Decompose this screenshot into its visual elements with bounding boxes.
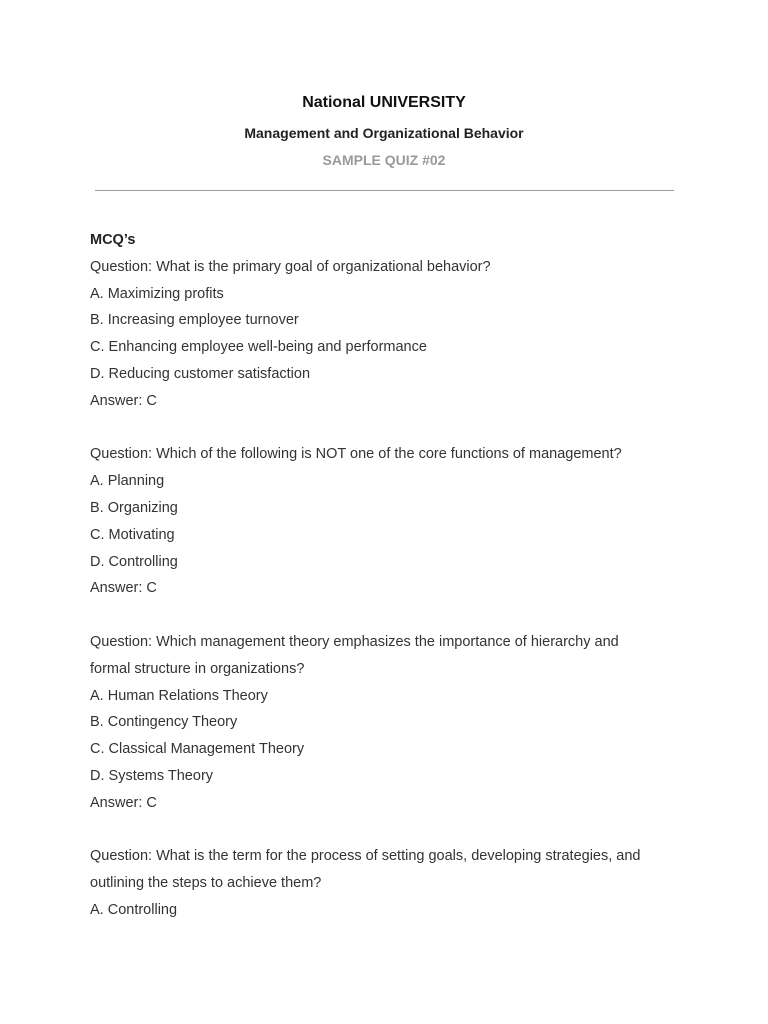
option-b: B. Organizing [90, 499, 178, 516]
option-d: D. Controlling [90, 553, 178, 570]
option-c: C. Classical Management Theory [90, 741, 305, 758]
question-text: Question: What is the primary goal of organizational behavior? [90, 258, 491, 275]
option-c: C. Enhancing employee well-being and performance [90, 339, 427, 356]
question-text: Question: Which management theory emphasizes the importance of hierarchy and [90, 633, 619, 650]
answer-text: Answer: C [90, 392, 157, 409]
question-text-continued: outlining the steps to achieve them? [90, 875, 322, 892]
university-title: National UNIVERSITY [302, 94, 466, 111]
question-text-continued: formal structure in organizations? [90, 660, 305, 677]
question-block [90, 843, 690, 923]
option-b: B. Contingency Theory [90, 714, 238, 731]
option-a: A. Controlling [90, 901, 178, 918]
header-divider [95, 190, 674, 191]
option-d: D. Systems Theory [90, 767, 214, 784]
answer-text: Answer: C [90, 794, 157, 811]
section-heading: MCQ’s [90, 232, 136, 248]
question-text: Question: Which of the following is NOT one of the core functions of management? [90, 446, 622, 463]
option-a: A. Maximizing profits [90, 285, 224, 302]
document-header [0, 92, 768, 170]
question-block [90, 629, 690, 817]
quiz-label: SAMPLE QUIZ #02 [322, 152, 446, 168]
option-b: B. Increasing employee turnover [90, 312, 299, 329]
option-d: D. Reducing customer satisfaction [90, 365, 311, 382]
option-a: A. Planning [90, 473, 165, 490]
course-title: Management and Organizational Behavior [244, 125, 524, 141]
answer-text: Answer: C [90, 580, 157, 597]
quiz-content [90, 227, 690, 951]
option-a: A. Human Relations Theory [90, 687, 268, 704]
question-block [90, 254, 690, 415]
question-block [90, 441, 690, 602]
option-c: C. Motivating [90, 526, 175, 543]
question-text: Question: What is the term for the process of setting goals, developing strategies, and [90, 848, 641, 865]
